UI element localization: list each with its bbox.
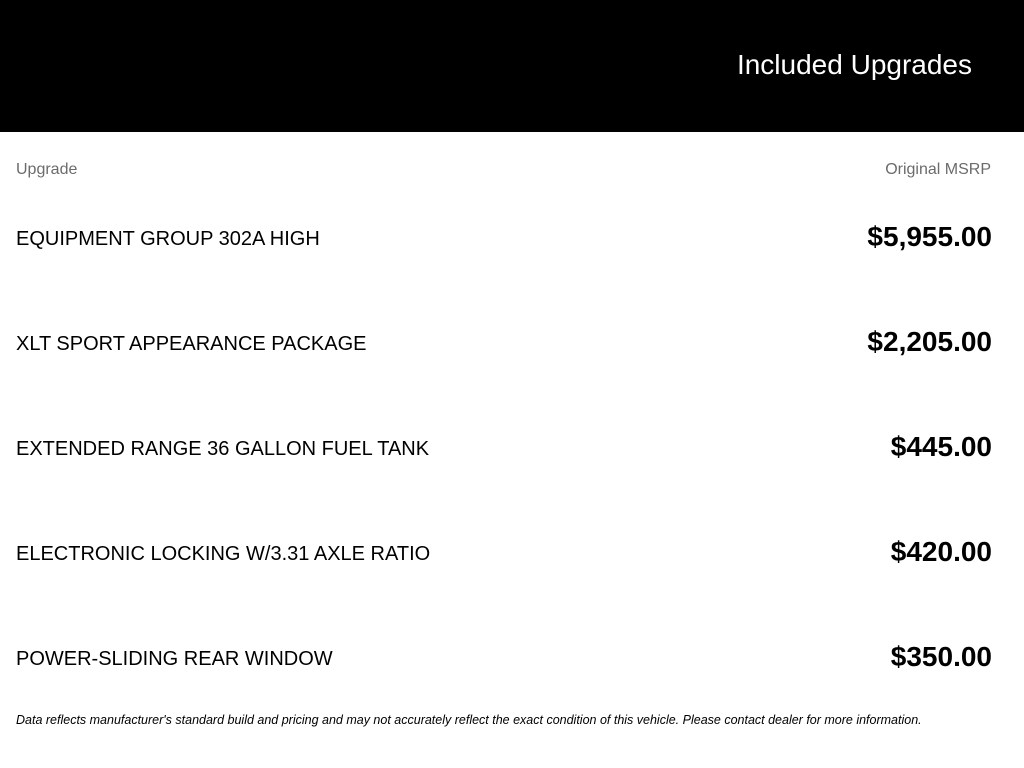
page-header [0, 0, 1024, 132]
table-row [0, 323, 1024, 363]
upgrade-name: ELECTRONIC LOCKING W/3.31 AXLE RATIO [16, 543, 431, 565]
column-header-upgrade: Upgrade [16, 161, 78, 178]
table-row [0, 218, 1024, 258]
upgrade-price: $445.00 [890, 431, 992, 462]
upgrade-price: $5,955.00 [867, 221, 992, 252]
upgrade-name: EQUIPMENT GROUP 302A HIGH [16, 228, 320, 250]
table-row [0, 638, 1024, 678]
table-row [0, 428, 1024, 468]
table-row [0, 533, 1024, 573]
upgrade-price: $420.00 [890, 536, 992, 567]
upgrade-price: $350.00 [890, 641, 992, 672]
upgrade-name: POWER-SLIDING REAR WINDOW [16, 648, 333, 670]
upgrade-name: XLT SPORT APPEARANCE PACKAGE [16, 333, 367, 355]
upgrade-price: $2,205.00 [867, 326, 992, 357]
disclaimer-text: Data reflects manufacturer's standard build and pricing and may not accurately reflect the exact condition of this vehicle. Please contact dealer for more information. [16, 713, 922, 727]
column-header-msrp: Original MSRP [885, 161, 991, 178]
upgrade-name: EXTENDED RANGE 36 GALLON FUEL TANK [16, 438, 430, 460]
page-title: Included Upgrades [736, 49, 972, 80]
